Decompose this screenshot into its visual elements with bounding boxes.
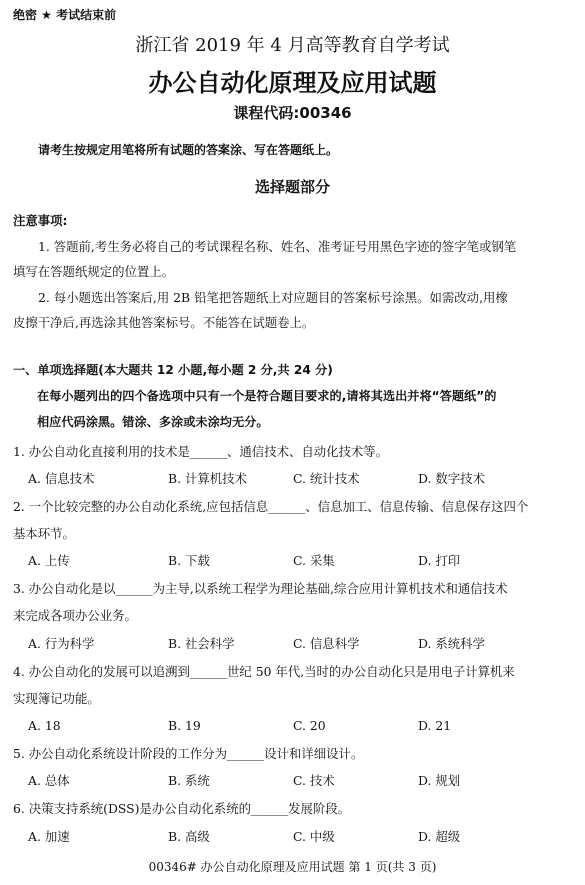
page-footer: 00346# 办公自动化原理及应用试题 第 1 页(共 3 页): [148, 860, 437, 874]
question-1-stem: 1. 办公自动化直接利用的技术是______、通信技术、自动化技术等。: [13, 444, 389, 459]
question-5-option-c: C. 技术: [293, 773, 335, 788]
note-item-1-line-1: 1. 答题前,考生务必将自己的考试课程名称、姓名、准考证号用黑色字迹的签字笔或钢笔: [38, 239, 517, 254]
question-3-option-b: B. 社会科学: [168, 636, 235, 651]
question-6-option-a: A. 加速: [28, 829, 70, 844]
question-6-option-b: B. 高级: [168, 829, 210, 844]
question-2-stem-line-2: 基本环节。: [13, 526, 75, 541]
question-1-option-b: B. 计算机技术: [168, 471, 247, 486]
exam-title: 浙江省 2019 年 4 月高等教育自学考试: [135, 35, 450, 56]
course-code: 课程代码:00346: [233, 104, 352, 122]
question-4-option-b: B. 19: [168, 718, 201, 733]
question-6-stem: 6. 决策支持系统(DSS)是办公自动化系统的______发展阶段。: [13, 801, 351, 816]
question-3-option-c: C. 信息科学: [293, 636, 360, 651]
question-4-option-d: D. 21: [418, 718, 452, 733]
confidential-label: 绝密 ★ 考试结束前: [13, 8, 117, 22]
question-5-option-b: B. 系统: [168, 773, 210, 788]
question-3-stem-line-1: 3. 办公自动化是以______为主导,以系统工程学为理论基础,综合应用计算机技术和通信技术: [13, 581, 508, 596]
question-2-option-a: A. 上传: [28, 553, 70, 568]
part1-description-line-1: 在每小题列出的四个备选项中只有一个是符合题目要求的,请将其选出并将“答题纸”的: [37, 389, 497, 403]
part1-heading: 一、单项选择题(本大题共 12 小题,每小题 2 分,共 24 分): [13, 363, 333, 377]
question-1-option-d: D. 数字技术: [418, 471, 485, 486]
notes-title: 注意事项:: [13, 213, 68, 228]
question-1-option-c: C. 统计技术: [293, 471, 360, 486]
answer-instruction: 请考生按规定用笔将所有试题的答案涂、写在答题纸上。: [38, 143, 339, 157]
part1-description-line-2: 相应代码涂黑。错涂、多涂或未涂均无分。: [37, 415, 269, 429]
question-1-option-a: A. 信息技术: [28, 471, 95, 486]
question-4-stem-line-1: 4. 办公自动化的发展可以追溯到______世纪 50 年代,当时的办公自动化只是用电子计算机来: [13, 664, 515, 679]
note-item-2-line-1: 2. 每小题选出答案后,用 2B 铅笔把答题纸上对应题目的答案标号涂黑。如需改动,用橡: [38, 290, 508, 305]
question-5-option-d: D. 规划: [418, 773, 461, 788]
question-4-option-c: C. 20: [293, 718, 326, 733]
note-item-1-line-2: 填写在答题纸规定的位置上。: [13, 264, 175, 279]
question-2-option-b: B. 下载: [168, 553, 210, 568]
paper-title: 办公自动化原理及应用试题: [148, 69, 437, 97]
question-2-option-c: C. 采集: [293, 553, 335, 568]
note-item-2-line-2: 皮擦干净后,再选涂其他答案标号。不能答在试题卷上。: [13, 315, 315, 330]
question-3-option-d: D. 系统科学: [418, 636, 485, 651]
question-2-option-d: D. 打印: [418, 553, 461, 568]
question-6-option-d: D. 超级: [418, 829, 461, 844]
section-heading: 选择题部分: [254, 178, 330, 196]
question-3-stem-line-2: 来完成各项办公业务。: [13, 608, 137, 623]
question-5-stem: 5. 办公自动化系统设计阶段的工作分为______设计和详细设计。: [13, 746, 364, 761]
question-2-stem-line-1: 2. 一个比较完整的办公自动化系统,应包括信息______、信息加工、信息传输、信息保存这四个: [13, 499, 529, 514]
question-5-option-a: A. 总体: [28, 773, 70, 788]
question-4-option-a: A. 18: [28, 718, 61, 733]
question-4-stem-line-2: 实现簿记功能。: [13, 691, 100, 706]
question-3-option-a: A. 行为科学: [28, 636, 95, 651]
question-6-option-c: C. 中级: [293, 829, 335, 844]
